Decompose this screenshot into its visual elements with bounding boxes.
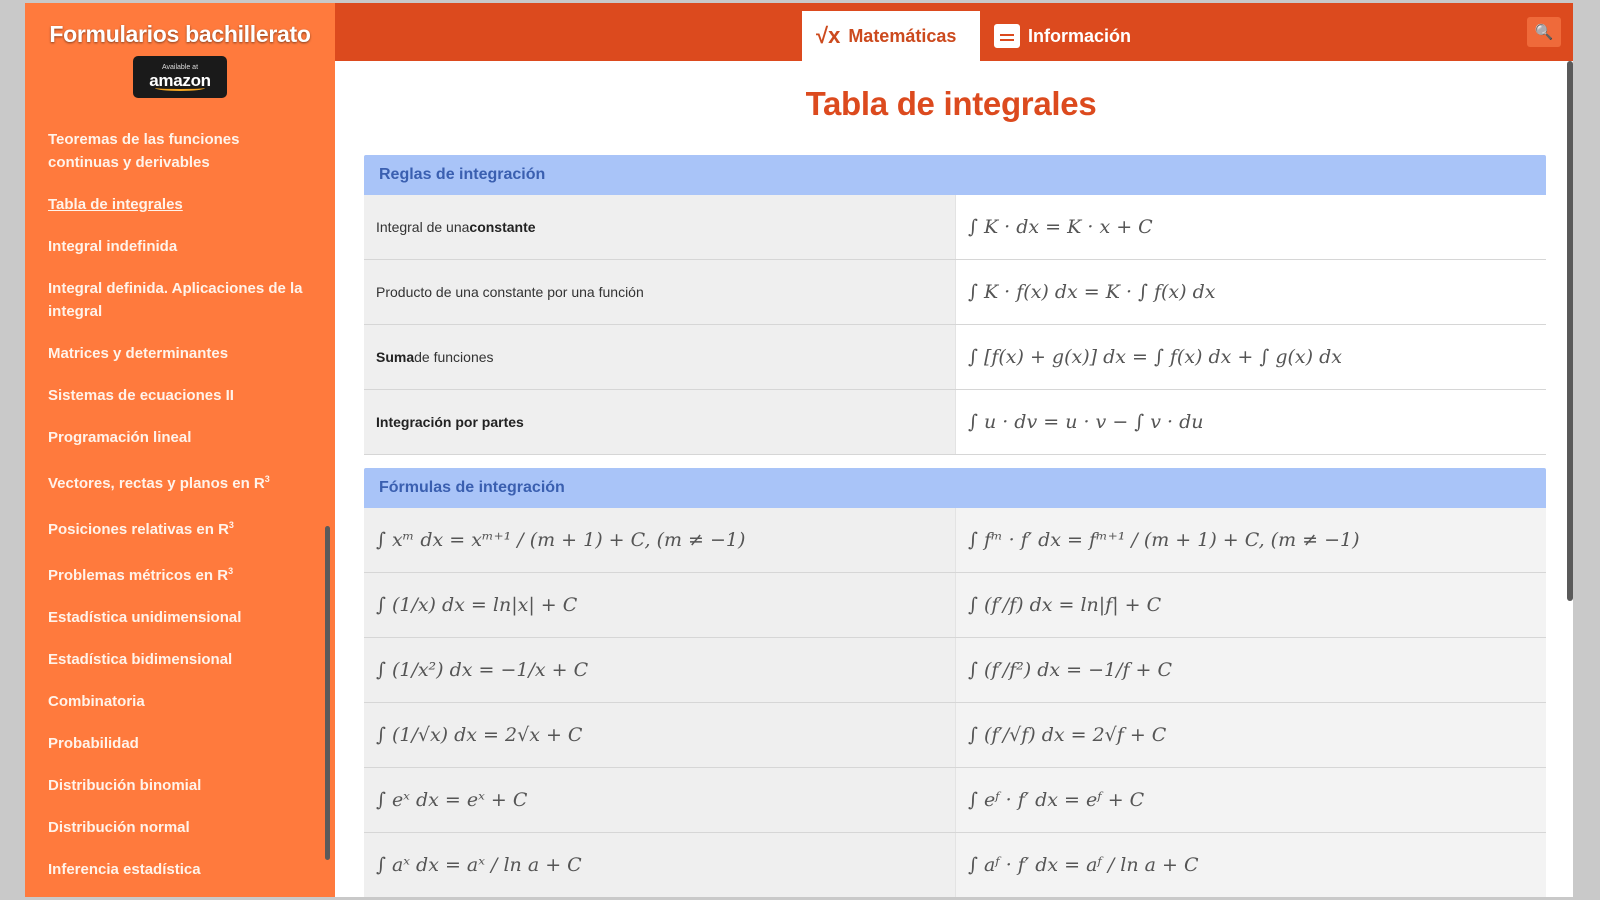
integration-formula: ∫ (f′/√f) dx = 2√f + C: [968, 724, 1167, 746]
rule-formula-cell: [955, 325, 1546, 389]
integration-formula: ∫ (f′/f) dx = ln|f| + C: [968, 594, 1162, 616]
integration-formula: ∫ (1/x) dx = ln|x| + C: [376, 594, 578, 616]
amazon-smile-icon: [155, 85, 205, 91]
rule-formula: ∫ K · f(x) dx = K · ∫ f(x) dx: [968, 281, 1216, 303]
formula-cell-right: [955, 573, 1546, 637]
sidebar-item[interactable]: [48, 560, 305, 587]
sidebar-item-label: Inferencia estadística: [48, 861, 201, 878]
integration-formula: ∫ (1/√x) dx = 2√x + C: [376, 724, 583, 746]
sidebar-item[interactable]: [48, 384, 305, 407]
sidebar-item-label: Tabla de integrales: [48, 196, 183, 213]
integration-formula: ∫ eᶠ · f′ dx = eᶠ + C: [968, 789, 1145, 811]
sqrt-x-icon: √x: [816, 23, 841, 48]
formula-cell-left: [364, 508, 955, 572]
rule-name: [364, 325, 955, 389]
sidebar-item[interactable]: [48, 606, 305, 629]
sidebar-item[interactable]: [48, 342, 305, 365]
integration-formula: ∫ eˣ dx = eˣ + C: [376, 789, 528, 811]
tab-matematicas[interactable]: [802, 11, 980, 61]
tab-matematicas-label: Matemáticas: [848, 25, 957, 46]
sidebar-item-label: Teoremas de las funciones continuas y derivables: [48, 131, 240, 171]
sidebar-item[interactable]: [48, 277, 305, 323]
rule-name-part: de funciones: [414, 349, 494, 365]
formulas-table-header: Fórmulas de integración: [364, 468, 1546, 508]
formula-cell-left: [364, 833, 955, 897]
table-row: [364, 638, 1546, 703]
formula-cell-right: [955, 768, 1546, 832]
table-row: [364, 195, 1546, 260]
amazon-badge[interactable]: [133, 56, 227, 98]
rule-formula: ∫ u · dv = u · v − ∫ v · du: [968, 411, 1204, 433]
rule-name: [364, 260, 955, 324]
app-window: [25, 3, 1573, 897]
sidebar-item-label: Distribución binomial: [48, 777, 202, 794]
integration-formula: ∫ aᶠ · f′ dx = aᶠ / ln a + C: [968, 854, 1199, 876]
sidebar-item[interactable]: [48, 690, 305, 713]
table-row: [364, 390, 1546, 455]
tab-informacion[interactable]: [980, 11, 1158, 61]
sidebar-item[interactable]: [48, 514, 305, 541]
sidebar-item-superscript: 3: [228, 566, 234, 576]
formula-cell-left: [364, 703, 955, 767]
sidebar-item-superscript: 3: [228, 520, 234, 530]
integration-formula: ∫ aˣ dx = aˣ / ln a + C: [376, 854, 582, 876]
sidebar: [25, 3, 335, 897]
document-icon: [994, 24, 1020, 48]
integration-formula: ∫ fᵐ · f′ dx = fᵐ⁺¹ / (m + 1) + C, (m ≠ −1): [968, 529, 1360, 551]
sidebar-item[interactable]: [48, 193, 305, 216]
rule-name: [364, 195, 955, 259]
sidebar-item[interactable]: [48, 732, 305, 755]
formula-cell-left: [364, 638, 955, 702]
sidebar-nav: [25, 128, 335, 881]
table-row: [364, 508, 1546, 573]
rule-name-part: constante: [469, 219, 536, 235]
rule-name-part: Integración por partes: [376, 414, 524, 430]
formula-cell-right: [955, 703, 1546, 767]
table-row: [364, 833, 1546, 897]
table-row: [364, 325, 1546, 390]
top-bar: [335, 3, 1573, 61]
sidebar-item[interactable]: [48, 648, 305, 671]
rule-formula: ∫ K · dx = K · x + C: [968, 216, 1153, 238]
sidebar-item-label: Matrices y determinantes: [48, 345, 229, 362]
search-icon: 🔍: [1534, 24, 1554, 41]
search-button[interactable]: [1527, 17, 1561, 47]
page-scrollbar[interactable]: [1567, 61, 1573, 601]
formula-cell-right: [955, 508, 1546, 572]
rule-name: [364, 390, 955, 454]
rule-formula: ∫ [f(x) + g(x)] dx = ∫ f(x) dx + ∫ g(x) dx: [968, 346, 1342, 368]
formula-cell-right: [955, 638, 1546, 702]
rule-name-part: Suma: [376, 349, 415, 365]
sidebar-item-label: Combinatoria: [48, 693, 145, 710]
amazon-logo: amazon: [149, 70, 211, 90]
sidebar-item-label: Integral indefinida: [48, 238, 178, 255]
integration-formula: ∫ (f′/f²) dx = −1/f + C: [968, 659, 1173, 681]
sidebar-item[interactable]: [48, 468, 305, 495]
formula-cell-right: [955, 833, 1546, 897]
table-row: [364, 768, 1546, 833]
sidebar-item[interactable]: [48, 235, 305, 258]
sidebar-item-label: Estadística bidimensional: [48, 651, 233, 668]
rules-table-header: Reglas de integración: [364, 155, 1546, 195]
sidebar-item-label: Sistemas de ecuaciones II: [48, 387, 234, 404]
rule-formula-cell: [955, 390, 1546, 454]
brand-title: Formularios bachillerato: [49, 21, 311, 47]
rule-name-part: Producto de una constante por una función: [376, 284, 644, 300]
integration-formula: ∫ (1/x²) dx = −1/x + C: [376, 659, 589, 681]
tab-informacion-label: Información: [1028, 25, 1132, 46]
sidebar-scrollbar[interactable]: [325, 526, 330, 860]
amazon-badge-caption: Available at: [161, 63, 199, 71]
sidebar-item-label: Posiciones relativas en R: [48, 521, 229, 538]
table-row: [364, 260, 1546, 325]
formula-cell-left: [364, 573, 955, 637]
sidebar-item-superscript: 3: [264, 474, 270, 484]
sidebar-item[interactable]: [48, 774, 305, 797]
table-row: [364, 573, 1546, 638]
rule-formula-cell: [955, 195, 1546, 259]
sidebar-item-label: Estadística unidimensional: [48, 609, 242, 626]
sidebar-item-label: Problemas métricos en R: [48, 567, 229, 584]
formula-cell-left: [364, 768, 955, 832]
sidebar-item-label: Programación lineal: [48, 429, 192, 446]
rules-table: [364, 155, 1546, 455]
sidebar-item-label: Integral definida. Aplicaciones de la integral: [48, 280, 303, 320]
table-row: [364, 703, 1546, 768]
sidebar-item[interactable]: [48, 426, 305, 449]
integration-formula: ∫ xᵐ dx = xᵐ⁺¹ / (m + 1) + C, (m ≠ −1): [376, 529, 746, 551]
sidebar-item[interactable]: [48, 816, 305, 839]
sidebar-item[interactable]: [48, 128, 305, 174]
main-content: [335, 61, 1567, 897]
sidebar-item-label: Distribución normal: [48, 819, 190, 836]
formulas-table: [364, 468, 1546, 897]
sidebar-item-label: Vectores, rectas y planos en R: [48, 475, 265, 492]
sidebar-item[interactable]: [48, 858, 305, 881]
rule-formula-cell: [955, 260, 1546, 324]
rule-name-part: Integral de una: [376, 219, 470, 235]
page-title: Tabla de integrales: [805, 85, 1097, 122]
sidebar-item-label: Probabilidad: [48, 735, 139, 752]
